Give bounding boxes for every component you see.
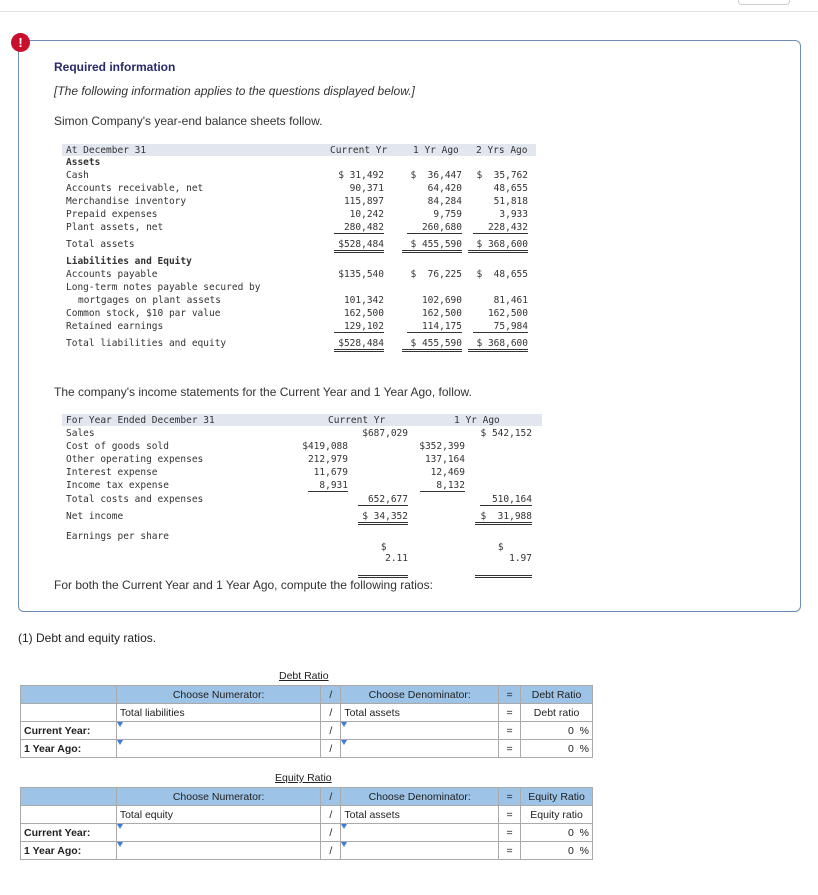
cell-cur: $ 31,492	[338, 170, 384, 181]
denominator-input[interactable]	[341, 722, 499, 740]
equity-header-row	[21, 788, 593, 806]
re-2yr: 75,984	[473, 321, 528, 333]
is-item-cur: 212,979	[307, 454, 348, 465]
empty-cell	[21, 788, 117, 806]
header-1yr: 1 Yr Ago	[413, 145, 459, 156]
percent-unit: %	[579, 844, 589, 857]
divide-sign: /	[321, 788, 341, 806]
eps-1yr: 1.97	[509, 553, 532, 564]
choose-denominator-label: Choose Denominator:	[341, 686, 499, 704]
row-label: Merchandise inventory	[66, 196, 187, 207]
assets-label: Assets	[66, 157, 101, 168]
result-cell	[521, 842, 593, 860]
equals-sign: =	[499, 806, 521, 824]
dropdown-marker-icon	[117, 824, 123, 829]
eps-label: Earnings per share	[66, 531, 169, 542]
divide-sign: /	[321, 806, 341, 824]
cs-cur: 162,500	[343, 308, 384, 319]
dropdown-marker-icon	[341, 740, 347, 745]
lt-notes-label-1: Long-term notes payable secured by	[66, 282, 261, 293]
is-item-label: Interest expense	[66, 467, 158, 478]
denominator-input[interactable]	[341, 842, 499, 860]
lt-1yr: 102,690	[421, 295, 462, 306]
is-header-label: For Year Ended December 31	[66, 415, 215, 426]
cs-label: Common stock, $10 par value	[66, 308, 221, 319]
is-item-label: Cost of goods sold	[66, 441, 169, 452]
net-income-label: Net income	[66, 511, 124, 522]
equals-sign: =	[499, 704, 521, 722]
cell-cur: 115,897	[343, 196, 384, 207]
debt-row-1yr	[21, 740, 593, 758]
total-costs-cur: 652,677	[358, 494, 408, 506]
cell-1yr: 260,680	[407, 222, 462, 234]
is-item-1yr: 8,132	[420, 480, 465, 492]
re-1yr: 114,175	[407, 321, 462, 333]
is-header-current: Current Yr	[328, 415, 386, 426]
eps-cur-sign: $	[380, 542, 387, 553]
numerator-input[interactable]	[116, 842, 321, 860]
debt-ratio-title: Debt Ratio	[279, 670, 329, 682]
row-label: Cash	[66, 170, 89, 181]
result-value: 0	[567, 724, 574, 737]
dropdown-marker-icon	[341, 722, 347, 727]
denominator-select[interactable]: Total assets	[341, 806, 499, 824]
cell-2yr: 51,818	[493, 196, 528, 207]
equity-ratio-table	[20, 787, 593, 860]
debt-ratio-head: Debt Ratio	[521, 686, 593, 704]
is-item-cur: 8,931	[308, 480, 348, 492]
is-item-cur: 11,679	[313, 467, 348, 478]
result-value: 0	[567, 826, 574, 839]
cell-2yr: 228,432	[473, 222, 528, 234]
net-income-cur: $ 34,352	[358, 511, 408, 525]
numerator-select[interactable]: Total equity	[116, 806, 321, 824]
sales-label: Sales	[66, 428, 95, 439]
denominator-select[interactable]: Total assets	[341, 704, 499, 722]
eps-cur-box	[358, 531, 408, 578]
equals-sign: =	[499, 740, 521, 758]
percent-unit: %	[579, 742, 589, 755]
percent-unit: %	[579, 724, 589, 737]
income-intro: The company's income statements for the Current Year and 1 Year Ago, follow.	[54, 385, 472, 399]
cell-1yr: 64,420	[427, 183, 462, 194]
equals-sign: =	[499, 788, 521, 806]
dropdown-marker-icon	[117, 722, 123, 727]
empty-cell	[21, 704, 117, 722]
sales-cur: $687,029	[362, 428, 408, 439]
result-value: 0	[567, 844, 574, 857]
row-label: 1 Year Ago:	[21, 740, 117, 758]
debt-ratio-table	[20, 685, 593, 758]
equity-ratio-head: Equity Ratio	[521, 788, 593, 806]
cell-cur: 90,371	[349, 183, 384, 194]
numerator-input[interactable]	[116, 740, 321, 758]
result-value: 0	[567, 742, 574, 755]
numerator-input[interactable]	[116, 722, 321, 740]
section-title: (1) Debt and equity ratios.	[18, 631, 157, 645]
dropdown-marker-icon	[341, 842, 347, 847]
header-2yr: 2 Yrs Ago	[476, 145, 528, 156]
net-income-1yr: $ 31,988	[475, 511, 532, 525]
row-label: Plant assets, net	[66, 222, 164, 233]
result-cell	[521, 740, 593, 758]
divide-sign: /	[321, 824, 341, 842]
total-le-1yr: $ 455,590	[402, 338, 462, 352]
cell-2yr: 48,655	[493, 183, 528, 194]
cell-2yr: $ 35,762	[476, 170, 528, 181]
empty-cell	[21, 686, 117, 704]
lt-2yr: 81,461	[493, 295, 528, 306]
ratio-question: For both the Current Year and 1 Year Ago, compute the following ratios:	[54, 578, 433, 592]
re-label: Retained earnings	[66, 321, 164, 332]
liab-label: Liabilities and Equity	[66, 256, 192, 267]
total-costs-1yr: 510,164	[480, 494, 532, 506]
is-item-label: Income tax expense	[66, 480, 169, 491]
dropdown-marker-icon	[341, 824, 347, 829]
ap-label: Accounts payable	[66, 269, 158, 280]
cell-1yr: $ 36,447	[410, 170, 462, 181]
result-cell	[521, 722, 593, 740]
divide-sign: /	[321, 686, 341, 704]
alert-icon: !	[11, 33, 30, 52]
debt-header-row	[21, 686, 593, 704]
cs-1yr: 162,500	[421, 308, 462, 319]
ap-1yr: $ 76,225	[410, 269, 462, 280]
eps-1yr-box	[475, 531, 532, 578]
total-costs-label: Total costs and expenses	[66, 494, 204, 505]
numerator-input[interactable]	[116, 824, 321, 842]
total-assets-cur: $528,484	[334, 239, 384, 253]
choose-numerator-label: Choose Numerator:	[116, 686, 321, 704]
row-label: Accounts receivable, net	[66, 183, 204, 194]
denominator-input[interactable]	[341, 740, 499, 758]
choose-numerator-label: Choose Numerator:	[116, 788, 321, 806]
balance-intro: Simon Company's year-end balance sheets follow.	[54, 114, 323, 128]
header-current: Current Yr	[330, 145, 388, 156]
row-label: Current Year:	[21, 722, 117, 740]
is-item-1yr: 12,469	[430, 467, 465, 478]
equity-formula-row	[21, 806, 593, 824]
row-label: 1 Year Ago:	[21, 842, 117, 860]
total-le-2yr: $ 368,600	[468, 338, 528, 352]
debt-row-current	[21, 722, 593, 740]
is-item-1yr: $352,399	[419, 441, 465, 452]
top-button[interactable]	[738, 0, 790, 5]
cs-2yr: 162,500	[487, 308, 528, 319]
lt-cur: 101,342	[343, 295, 384, 306]
top-divider	[0, 11, 818, 12]
divide-sign: /	[321, 722, 341, 740]
eps-cur: 2.11	[385, 553, 408, 564]
empty-cell	[21, 806, 117, 824]
divide-sign: /	[321, 842, 341, 860]
equity-ratio-label: Equity ratio	[521, 806, 593, 824]
is-item-cur: $419,088	[302, 441, 348, 452]
dropdown-marker-icon	[117, 842, 123, 847]
equals-sign: =	[499, 686, 521, 704]
numerator-select[interactable]: Total liabilities	[116, 704, 321, 722]
divide-sign: /	[321, 740, 341, 758]
is-item-label: Other operating expenses	[66, 454, 204, 465]
debt-ratio-label: Debt ratio	[521, 704, 593, 722]
cell-1yr: 84,284	[427, 196, 462, 207]
choose-denominator-label: Choose Denominator:	[341, 788, 499, 806]
row-label: Prepaid expenses	[66, 209, 158, 220]
cell-cur: 10,242	[349, 209, 384, 220]
divide-sign: /	[321, 704, 341, 722]
percent-unit: %	[579, 826, 589, 839]
dropdown-marker-icon	[117, 740, 123, 745]
eps-1yr-sign: $	[497, 542, 504, 553]
result-cell	[521, 824, 593, 842]
ap-2yr: $ 48,655	[476, 269, 528, 280]
equals-sign: =	[499, 722, 521, 740]
info-note: [The following information applies to the questions displayed below.]	[54, 84, 415, 98]
debt-formula-row	[21, 704, 593, 722]
cell-2yr: 3,933	[499, 209, 528, 220]
required-title: Required information	[54, 60, 176, 74]
is-item-1yr: 137,164	[424, 454, 465, 465]
ap-cur: $135,540	[338, 269, 384, 280]
equity-row-current	[21, 824, 593, 842]
equity-ratio-title: Equity Ratio	[275, 772, 332, 784]
denominator-input[interactable]	[341, 824, 499, 842]
cell-1yr: 9,759	[433, 209, 462, 220]
header-label: At December 31	[66, 145, 147, 156]
equals-sign: =	[499, 842, 521, 860]
row-label: Current Year:	[21, 824, 117, 842]
is-header-1yr: 1 Yr Ago	[454, 415, 500, 426]
total-assets-label: Total assets	[66, 239, 135, 250]
total-assets-2yr: $ 368,600	[468, 239, 528, 253]
sales-1yr: $ 542,152	[480, 428, 532, 439]
re-cur: 129,102	[334, 321, 384, 333]
total-le-label: Total liabilities and equity	[66, 338, 227, 349]
equals-sign: =	[499, 824, 521, 842]
total-le-cur: $528,484	[334, 338, 384, 352]
cell-cur: 280,482	[334, 222, 384, 234]
total-assets-1yr: $ 455,590	[402, 239, 462, 253]
equity-row-1yr	[21, 842, 593, 860]
lt-notes-label-2: mortgages on plant assets	[78, 295, 221, 306]
